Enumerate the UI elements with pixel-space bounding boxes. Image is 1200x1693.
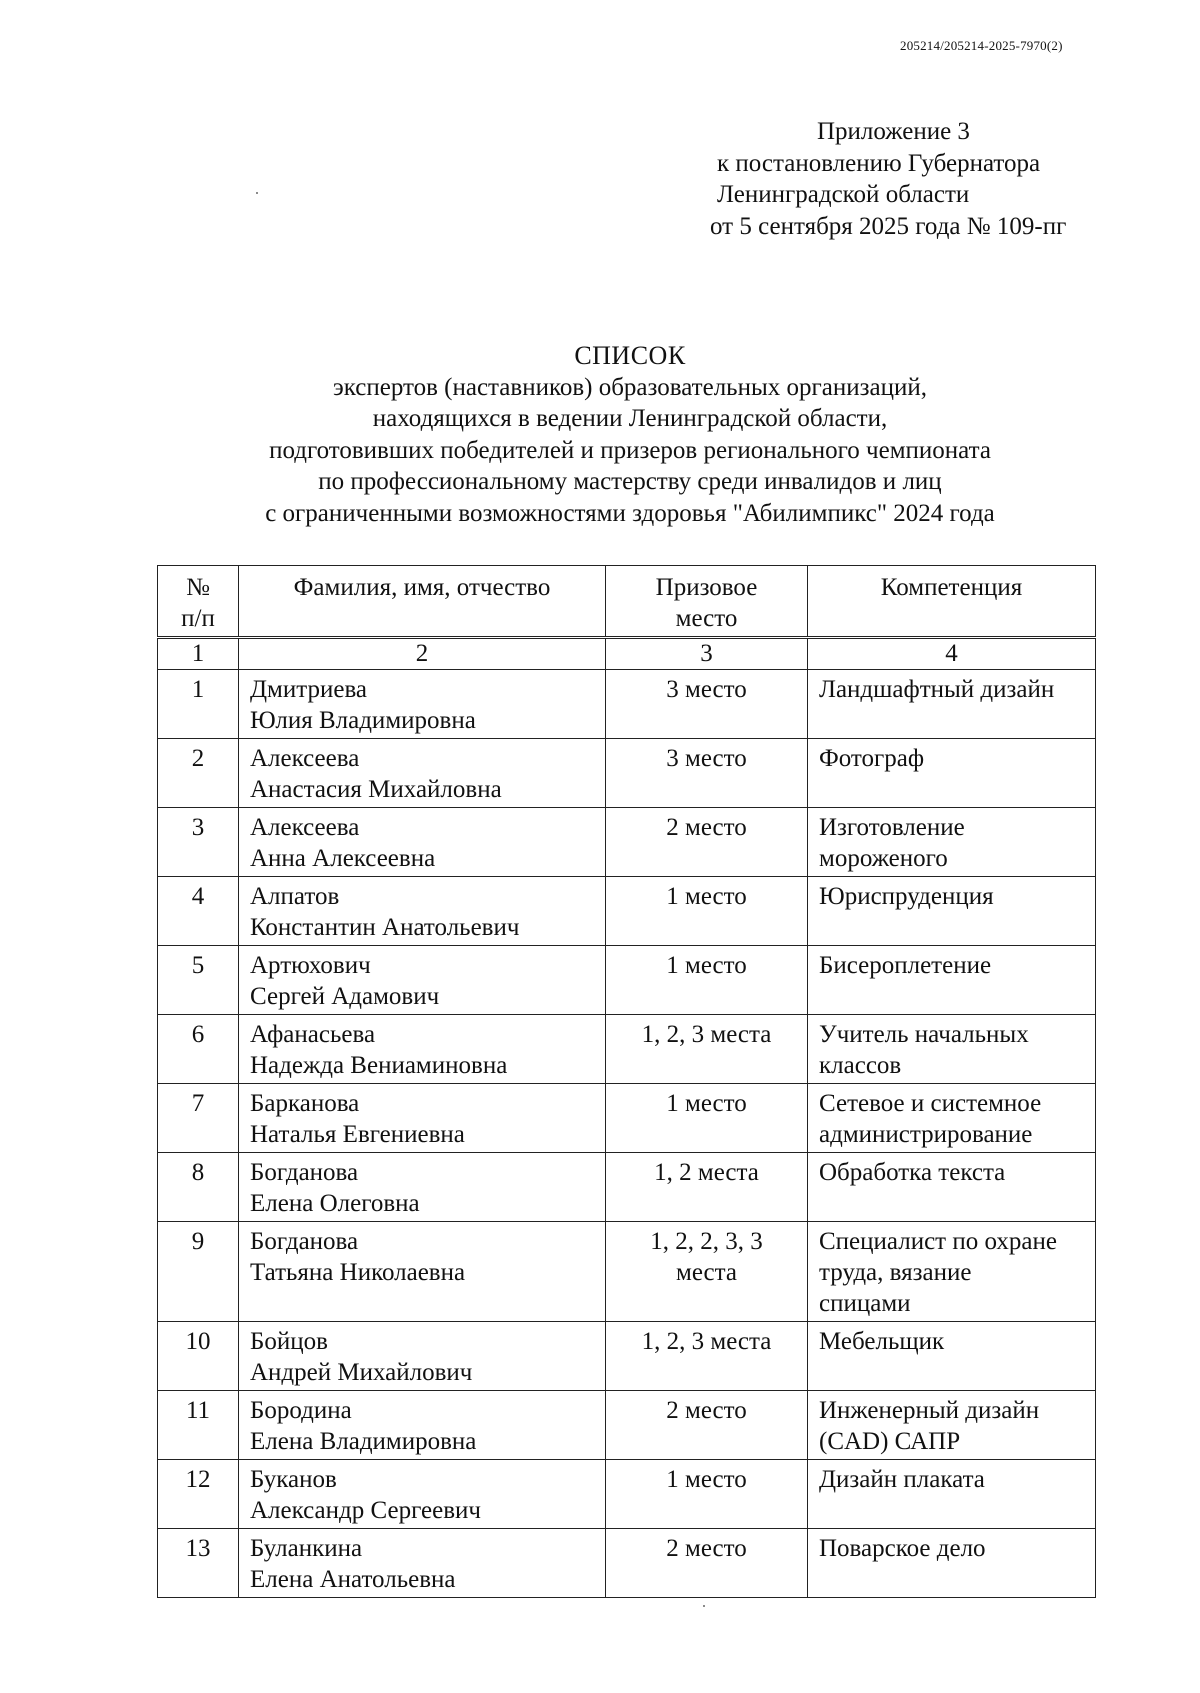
row-competence-line: Инженерный дизайн — [819, 1397, 1040, 1424]
title-line: с ограниченными возможностями здоровья "Абилимпикс" 2024 года — [265, 499, 995, 527]
column-number: 1 — [158, 638, 239, 670]
row-place — [606, 739, 808, 808]
row-name-line: Бородина — [250, 1397, 352, 1424]
row-name-line: Сергей Адамович — [250, 983, 440, 1010]
row-place — [606, 1391, 808, 1460]
row-place — [606, 1322, 808, 1391]
row-place-line: 1, 2 места — [654, 1159, 759, 1186]
row-number: 13 — [158, 1529, 239, 1598]
table-row — [158, 1322, 1096, 1391]
row-competence-line: Бисероплетение — [819, 952, 992, 979]
row-competence-line: Учитель начальных — [819, 1021, 1029, 1048]
row-competence — [808, 877, 1096, 946]
row-competence — [808, 1391, 1096, 1460]
table-row — [158, 1222, 1096, 1322]
column-numbers-row — [158, 638, 1096, 670]
row-competence — [808, 1529, 1096, 1598]
row-name-line: Богданова — [250, 1159, 359, 1186]
column-number: 2 — [239, 638, 606, 670]
scan-speck — [256, 192, 258, 194]
row-name-line: Татьяна Николаевна — [250, 1259, 466, 1286]
header-name — [239, 566, 606, 638]
row-place-line: 1, 2, 3 места — [641, 1021, 772, 1048]
row-competence-line: классов — [819, 1052, 902, 1079]
row-name — [239, 1222, 606, 1322]
row-name — [239, 670, 606, 739]
title-line: экспертов (наставников) образовательных организаций, — [333, 373, 927, 401]
row-name — [239, 808, 606, 877]
row-name-line: Анна Алексеевна — [250, 845, 436, 872]
row-number: 3 — [158, 808, 239, 877]
row-name-line: Елена Владимировна — [250, 1428, 477, 1455]
table-row — [158, 1529, 1096, 1598]
table-row — [158, 1153, 1096, 1222]
row-competence-line: Обработка текста — [819, 1159, 1006, 1186]
row-number: 8 — [158, 1153, 239, 1222]
row-competence-line: Фотограф — [819, 745, 925, 772]
row-place-line: 1 место — [666, 1466, 747, 1493]
row-competence-line: Мебельщик — [819, 1328, 945, 1355]
row-name-line: Надежда Вениаминовна — [250, 1052, 508, 1079]
row-name — [239, 877, 606, 946]
row-name-line: Юлия Владимировна — [250, 707, 476, 734]
row-competence-line: Поварское дело — [819, 1535, 986, 1562]
table-row — [158, 739, 1096, 808]
row-number: 2 — [158, 739, 239, 808]
row-name — [239, 1153, 606, 1222]
row-place-line: 1, 2, 3 места — [641, 1328, 772, 1355]
row-competence-line: администрирование — [819, 1121, 1033, 1148]
row-name-line: Афанасьева — [250, 1021, 376, 1048]
row-place-line: 3 место — [666, 745, 747, 772]
row-place-line: 1 место — [666, 952, 747, 979]
document-id: 205214/205214-2025-7970(2) — [900, 38, 1063, 53]
row-number: 1 — [158, 670, 239, 739]
row-place — [606, 946, 808, 1015]
row-number: 10 — [158, 1322, 239, 1391]
row-competence-line: Изготовление — [819, 814, 965, 841]
row-number: 4 — [158, 877, 239, 946]
header-competence — [808, 566, 1096, 638]
row-competence — [808, 946, 1096, 1015]
row-competence-line: Специалист по охране — [819, 1228, 1057, 1255]
row-competence — [808, 1322, 1096, 1391]
row-name-line: Буканов — [250, 1466, 337, 1493]
row-name-line: Наталья Евгениевна — [250, 1121, 465, 1148]
row-name-line: Константин Анатольевич — [250, 914, 520, 941]
row-place-line: места — [676, 1259, 737, 1286]
title-line: подготовивших победителей и призеров регионального чемпионата — [269, 436, 991, 464]
row-number: 5 — [158, 946, 239, 1015]
row-number: 12 — [158, 1460, 239, 1529]
row-name-line: Артюхович — [250, 952, 371, 979]
header-text: Фамилия, имя, отчество — [293, 574, 551, 601]
row-place-line: 1, 2, 2, 3, 3 — [650, 1228, 763, 1255]
row-name — [239, 1460, 606, 1529]
appendix-line: Ленинградской области — [717, 181, 970, 208]
header-text: п/п — [181, 605, 215, 632]
row-place — [606, 877, 808, 946]
title-line: по профессиональному мастерству среди инвалидов и лиц — [318, 468, 942, 495]
row-place — [606, 1153, 808, 1222]
row-competence — [808, 1460, 1096, 1529]
row-place-line: 2 место — [666, 814, 747, 841]
document-title — [0, 340, 1200, 529]
appendix-line: к постановлению Губернатора — [717, 149, 1041, 177]
row-name — [239, 946, 606, 1015]
header-text: № — [186, 574, 210, 601]
title-heading: СПИСОК — [574, 341, 686, 370]
row-name — [239, 1529, 606, 1598]
row-name-line: Богданова — [250, 1228, 359, 1255]
appendix-block — [700, 116, 1066, 242]
row-place — [606, 1460, 808, 1529]
row-competence-line: Сетевое и системное — [819, 1090, 1042, 1117]
row-place-line: 2 место — [666, 1535, 747, 1562]
row-name-line: Александр Сергеевич — [250, 1497, 481, 1524]
row-competence-line: мороженого — [819, 845, 948, 872]
row-competence-line: (CAD) САПР — [819, 1428, 961, 1455]
row-place — [606, 1222, 808, 1322]
table-row — [158, 1391, 1096, 1460]
row-name — [239, 1084, 606, 1153]
table-row — [158, 808, 1096, 877]
row-name-line: Алексеева — [250, 814, 360, 841]
title-line: находящихся в ведении Ленинградской области, — [372, 405, 888, 432]
row-place — [606, 1084, 808, 1153]
row-name-line: Анастасия Михайловна — [250, 776, 502, 803]
row-name-line: Елена Олеговна — [250, 1190, 420, 1217]
row-place — [606, 1529, 808, 1598]
header-text: Призовое — [655, 574, 758, 601]
row-competence-line: спицами — [819, 1290, 911, 1317]
table-row — [158, 1015, 1096, 1084]
header-text: место — [675, 605, 738, 632]
row-number: 6 — [158, 1015, 239, 1084]
row-place-line: 2 место — [666, 1397, 747, 1424]
row-place — [606, 670, 808, 739]
appendix-line: от 5 сентября 2025 года № 109-пг — [710, 212, 1067, 240]
row-number: 11 — [158, 1391, 239, 1460]
scan-speck — [703, 1605, 705, 1607]
row-competence-line: Ландшафтный дизайн — [819, 676, 1055, 703]
row-name-line: Барканова — [250, 1090, 360, 1117]
row-competence-line: Юриспруденция — [819, 883, 994, 910]
header-text: Компетенция — [880, 574, 1023, 601]
row-competence — [808, 1153, 1096, 1222]
table-row — [158, 670, 1096, 739]
row-name — [239, 1391, 606, 1460]
table-row — [158, 1084, 1096, 1153]
table-header-row — [158, 566, 1096, 638]
table-row — [158, 877, 1096, 946]
row-competence — [808, 1015, 1096, 1084]
row-competence — [808, 1222, 1096, 1322]
row-place — [606, 1015, 808, 1084]
row-name-line: Андрей Михайлович — [250, 1359, 473, 1386]
row-name-line: Бойцов — [250, 1328, 328, 1355]
row-place-line: 1 место — [666, 883, 747, 910]
row-name-line: Алпатов — [250, 883, 340, 910]
row-competence — [808, 739, 1096, 808]
column-number: 4 — [808, 638, 1096, 670]
table-row — [158, 946, 1096, 1015]
row-competence — [808, 670, 1096, 739]
row-name — [239, 1015, 606, 1084]
row-name-line: Дмитриева — [250, 676, 368, 703]
row-competence-line: труда, вязание — [819, 1259, 972, 1286]
row-competence — [808, 1084, 1096, 1153]
row-competence-line: Дизайн плаката — [819, 1466, 985, 1493]
experts-table — [157, 565, 1096, 1598]
appendix-line: Приложение 3 — [817, 118, 970, 145]
row-place-line: 1 место — [666, 1090, 747, 1117]
row-place-line: 3 место — [666, 676, 747, 703]
row-name-line: Алексеева — [250, 745, 360, 772]
row-competence — [808, 808, 1096, 877]
row-name — [239, 739, 606, 808]
column-number: 3 — [606, 638, 808, 670]
row-name-line: Буланкина — [250, 1535, 363, 1562]
row-number: 9 — [158, 1222, 239, 1322]
table-row — [158, 1460, 1096, 1529]
row-number: 7 — [158, 1084, 239, 1153]
row-name — [239, 1322, 606, 1391]
row-name-line: Елена Анатольевна — [250, 1566, 456, 1593]
header-place — [606, 566, 808, 638]
header-num — [158, 566, 239, 638]
row-place — [606, 808, 808, 877]
